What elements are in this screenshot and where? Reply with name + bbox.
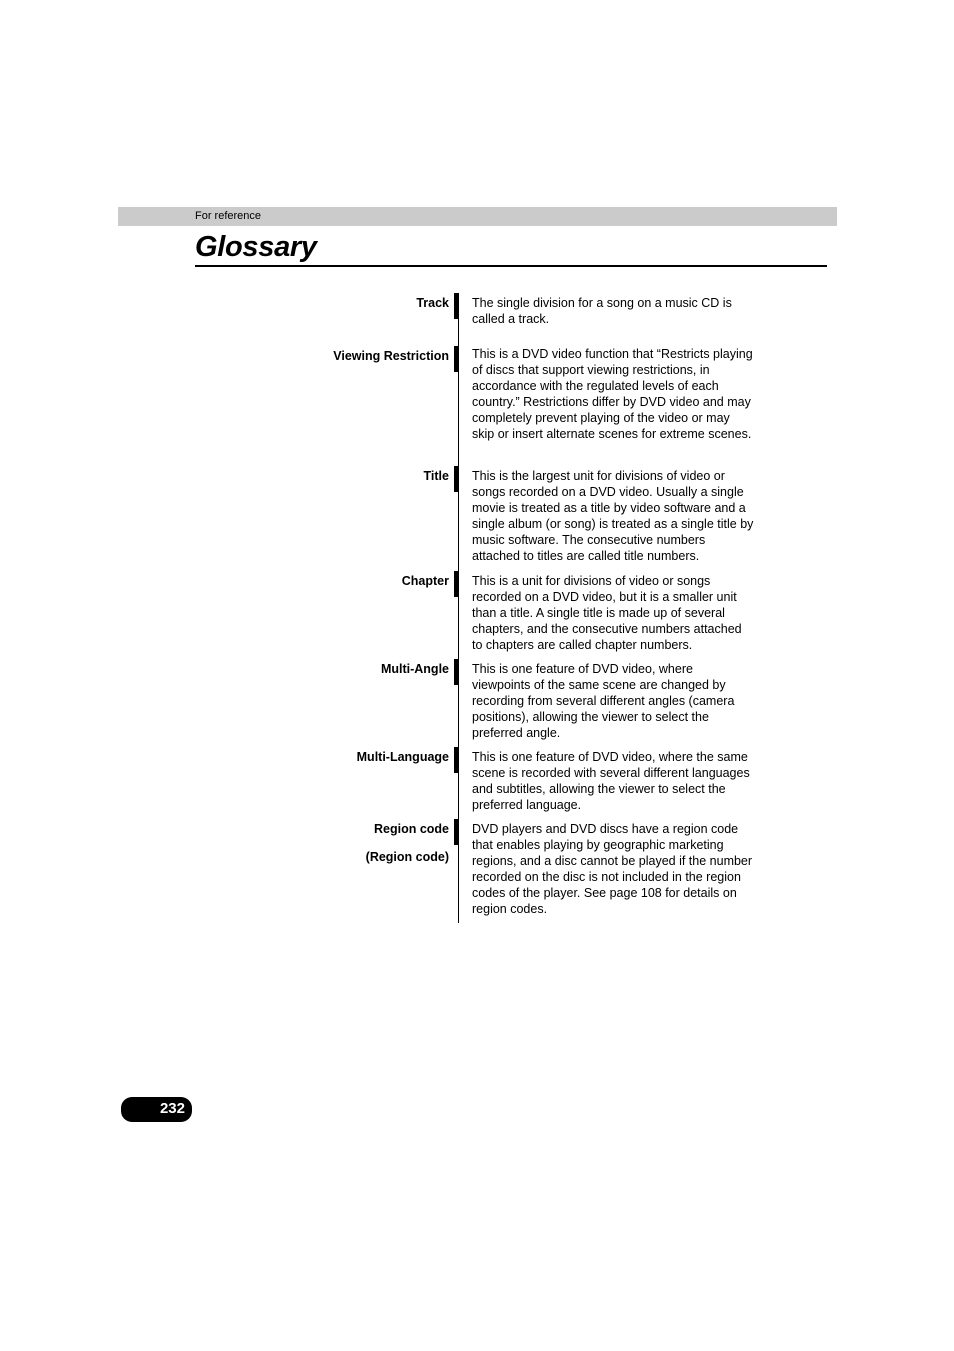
term-marker <box>454 747 458 773</box>
section-label: For reference <box>195 210 262 222</box>
page-title: Glossary <box>195 231 317 263</box>
page-number: 232 <box>159 1100 185 1117</box>
glossary-term-primary: Region code <box>373 822 449 836</box>
glossary-definition: This is a DVD video function that “Restricts playing of discs that support viewing restrictions, in accordance with the regulated levels of each country.” Restrictions differ by DVD video and may completely prevent playing of the video or may skip or insert alternate scenes for extreme scenes. <box>472 347 753 441</box>
term-marker <box>454 659 458 685</box>
glossary-definition: This is the largest unit for divisions of video or songs recorded on a DVD video. Usually a single movie is treated as a title by video software and a single album (or song) is treated as a single title by music software. The consecutive numbers attached to titles are called title numbers. <box>472 469 754 563</box>
glossary-divider <box>458 293 459 923</box>
glossary-term: Track <box>416 296 449 310</box>
term-marker <box>454 346 458 372</box>
term-marker <box>454 466 458 492</box>
term-marker <box>454 571 458 597</box>
glossary-term: Title <box>423 469 449 483</box>
term-marker <box>454 819 458 845</box>
glossary-term: Viewing Restriction <box>333 349 449 363</box>
glossary-term-alt: (Region code) <box>365 850 449 864</box>
glossary-definition: DVD players and DVD discs have a region code that enables playing by geographic marketing regions, and a disc cannot be played if the number recorded on the disc is not included in the region codes of the player. See page 108 for details on region codes. <box>472 822 753 916</box>
glossary-term: Multi-Angle <box>380 662 449 676</box>
glossary-definition: This is one feature of DVD video, where the same scene is recorded with several different languages and subtitles, allowing the viewer to select the preferred language. <box>472 750 750 812</box>
glossary-definition: The single division for a song on a music CD is called a track. <box>472 296 732 326</box>
glossary-term <box>249 821 449 865</box>
glossary-definition: This is one feature of DVD video, where viewpoints of the same scene are changed by recording from several different angles (camera positions), allowing the viewer to select the preferred angle. <box>472 662 735 740</box>
glossary-term: Chapter <box>401 574 449 588</box>
title-underline <box>195 265 827 267</box>
term-marker <box>454 293 458 319</box>
glossary-definition: This is a unit for divisions of video or songs recorded on a DVD video, but it is a smaller unit than a title. A single title is made up of several chapters, and the consecutive numbers attached to chapters are called chapter numbers. <box>472 574 742 652</box>
glossary-term: Multi-Language <box>356 750 449 764</box>
